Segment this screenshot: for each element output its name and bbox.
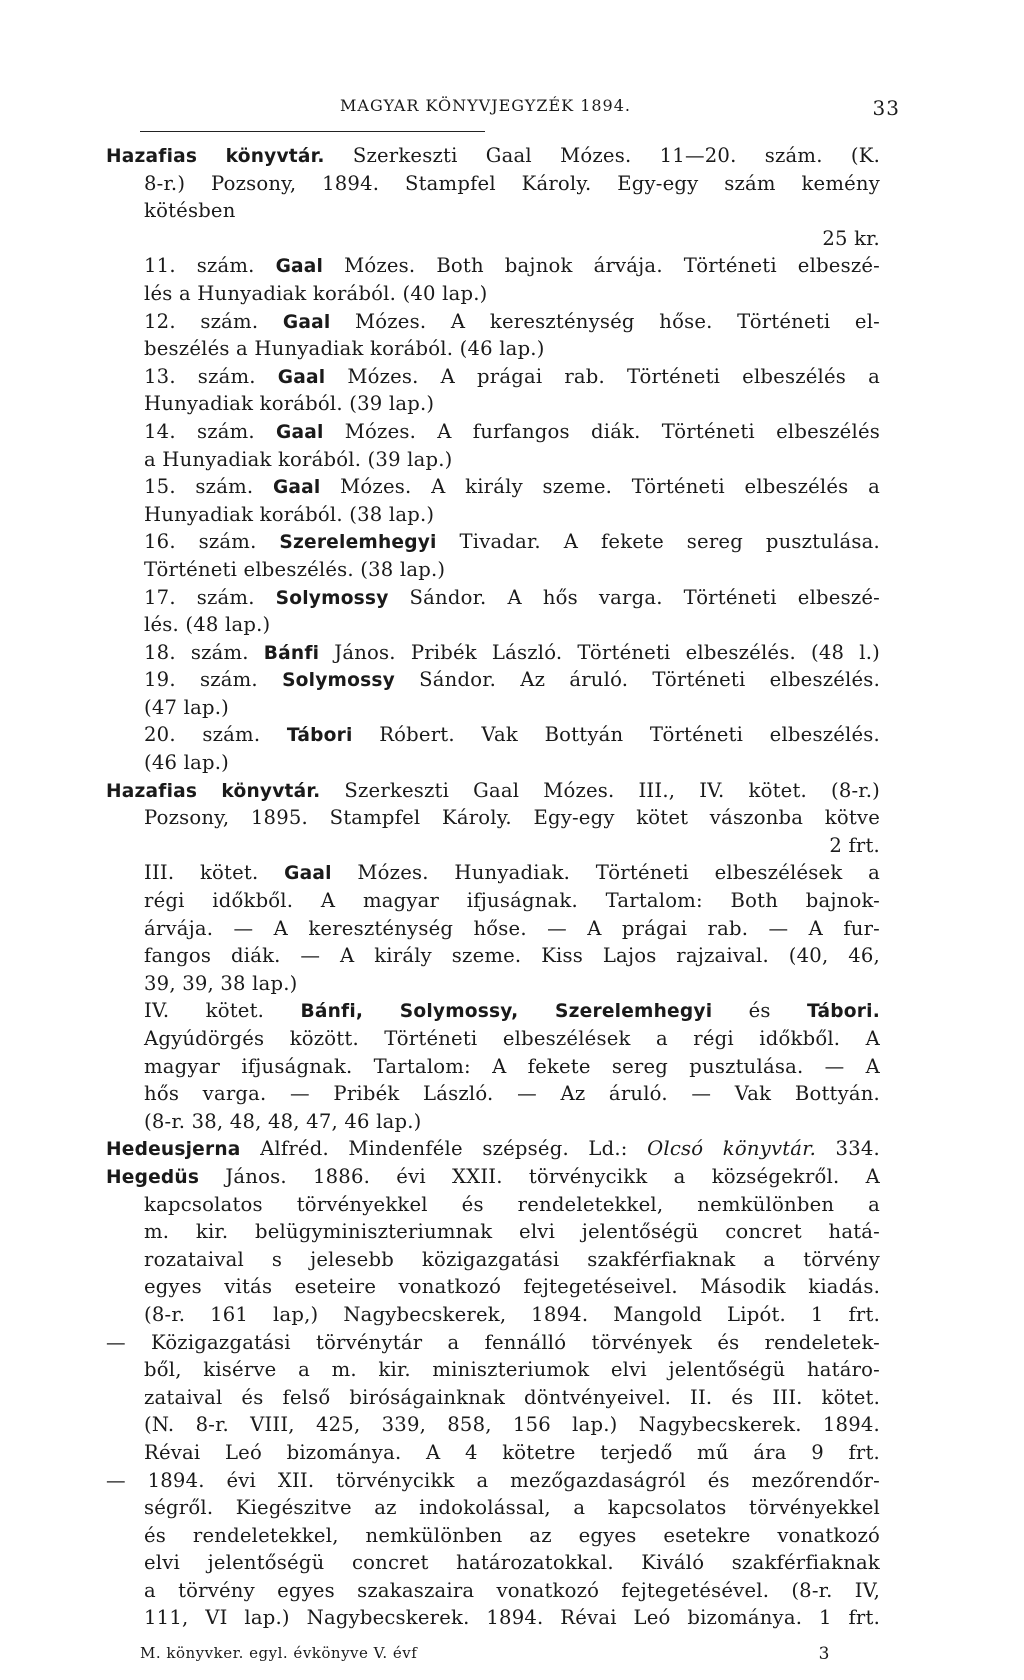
text-line: [106, 887, 880, 915]
text-line: [106, 501, 880, 529]
author-name: Tábori.: [807, 1001, 880, 1023]
text-line: [106, 997, 880, 1025]
text-line: [106, 915, 880, 943]
text-run: 18. szám.: [144, 640, 264, 664]
author-name: Tábori: [286, 725, 353, 747]
text-line: [106, 1356, 880, 1384]
text-run: Mózes. A prágai rab. Történeti elbeszélés a: [325, 364, 880, 388]
text-run: Mózes. Both bajnok árvája. Történeti elbeszé-: [323, 254, 880, 278]
text-line: [106, 694, 880, 722]
text-line: [106, 170, 880, 198]
text-line: [106, 446, 880, 474]
text-line: [106, 721, 880, 749]
text-line: [106, 1577, 880, 1605]
footer-sheet-number: 3: [818, 1644, 830, 1664]
text-line: [106, 252, 880, 280]
text-run: és rendeletekkel, nemkülönben az egyes esetekre vonatkozó: [144, 1523, 880, 1547]
author-name: Solymossy: [275, 587, 389, 609]
text-run: IV. kötet.: [144, 999, 301, 1023]
text-line: [106, 1246, 880, 1274]
text-run: egyes vitás eseteire vonatkozó fejtegetéseivel. Második kiadás.: [144, 1275, 880, 1299]
text-line: [106, 280, 880, 308]
text-line: [106, 363, 880, 391]
text-run: Tivadar. A fekete sereg pusztulása.: [436, 530, 880, 554]
text-line: [106, 418, 880, 446]
text-run: 16. szám.: [144, 530, 280, 554]
text-line: [106, 859, 880, 887]
text-line: [106, 1053, 880, 1081]
text-run: Mózes. Hunyadiak. Történeti elbeszélések a: [331, 861, 880, 885]
text-run: a törvény egyes szakaszaira vonatkozó fejtegetésével. (8-r. IV,: [144, 1578, 880, 1602]
footer-signature: M. könyvker. egyl. évkönyve V. évf: [140, 1644, 418, 1662]
text-run: 39, 39, 38 lap.): [144, 971, 298, 995]
author-name: Bánfi, Solymossy, Szerelemhegyi: [300, 1001, 713, 1023]
text-run: 20. szám.: [144, 723, 287, 747]
text-line: [106, 1522, 880, 1550]
author-name: Hedeusjerna: [106, 1139, 241, 1161]
text-run: Hunyadiak korából. (38 lap.): [144, 502, 435, 526]
text-line: [106, 584, 880, 612]
text-line: [106, 777, 880, 805]
text-line: [106, 1439, 880, 1467]
text-run: 19. szám.: [144, 668, 283, 692]
author-name: Bánfi: [263, 642, 320, 664]
header-rule: [140, 131, 485, 132]
text-line: [106, 804, 880, 832]
text-run: a Hunyadiak korából. (39 lap.): [144, 447, 453, 471]
text-line: [106, 1218, 880, 1246]
text-line: [106, 749, 880, 777]
text-run: 11. szám.: [144, 254, 276, 278]
text-run: árvája. — A kereszténység hőse. — A prágai rab. — A fur-: [144, 916, 880, 940]
text-run: (47 lap.): [144, 695, 229, 719]
text-line: [106, 1108, 880, 1136]
author-name: Hegedüs: [106, 1166, 200, 1188]
text-run: János. 1886. évi XXII. törvénycikk a községekről. A: [199, 1164, 880, 1188]
text-run: rozataival s jelesebb közigazgatási szakférfiaknak a törvény: [144, 1247, 880, 1271]
text-run: ségről. Kiegészitve az indokolással, a kapcsolatos törvényekkel: [144, 1496, 880, 1520]
text-line: [106, 1135, 880, 1163]
author-name: Gaal: [282, 311, 331, 333]
author-name: Gaal: [272, 477, 321, 499]
text-run: 17. szám.: [144, 585, 276, 609]
text-run: 8-r.) Pozsony, 1894. Stampfel Károly. Egy-egy szám kemény: [144, 171, 880, 195]
text-line: [106, 1411, 880, 1439]
text-run: régi időkből. A magyar ifjuságnak. Tartalom: Both bajnok-: [144, 889, 880, 913]
text-line: [106, 970, 880, 998]
text-line: [106, 225, 880, 253]
text-run: Róbert. Vak Bottyán Történeti elbeszélés.: [352, 723, 880, 747]
text-run: Szerkeszti Gaal Mózes. 11—20. szám. (K.: [324, 144, 880, 167]
text-line: [106, 1191, 880, 1219]
text-run: beszélés a Hunyadiak korából. (46 lap.): [144, 337, 545, 361]
text-line: [106, 1494, 880, 1522]
text-run: (8-r. 161 lap,) Nagybecskerek, 1894. Mangold Lipót. 1 frt.: [144, 1302, 880, 1326]
text-run: lés. (48 lap.): [144, 613, 271, 637]
text-run: 13. szám.: [144, 364, 278, 388]
text-line: [106, 335, 880, 363]
text-run: 15. szám.: [144, 475, 273, 499]
text-run: Sándor. Az áruló. Történeti elbeszélés.: [394, 668, 880, 692]
text-run: Mózes. A kereszténység hőse. Történeti el-: [330, 309, 880, 333]
text-run: — 1894. évi XII. törvénycikk a mezőgazdaságról és mezőrendőr-: [106, 1468, 880, 1492]
text-run: zataival és felső biróságainknak döntvényeivel. II. és III. kötet.: [144, 1385, 880, 1409]
text-run: 334.: [816, 1137, 880, 1161]
header-title: MAGYAR KÖNYVJEGYZÉK 1894.: [340, 96, 631, 115]
text-run: János. Pribék László. Történeti elbeszélés. (48 l.): [319, 640, 880, 664]
text-run: 25 kr.: [822, 226, 880, 250]
text-line: [106, 1301, 880, 1329]
text-run: ből, kisérve a m. kir. miniszteriumok elvi jelentőségü határo-: [144, 1358, 880, 1382]
text-run: — Közigazgatási törvénytár a fennálló törvények és rendeletek-: [106, 1330, 880, 1354]
text-run: (8-r. 38, 48, 48, 47, 46 lap.): [144, 1109, 422, 1133]
catalog-entries: [106, 142, 880, 1632]
text-line: [106, 308, 880, 336]
text-line: [106, 390, 880, 418]
author-name: Szerelemhegyi: [279, 532, 437, 554]
text-line: [106, 1329, 880, 1357]
text-run: Sándor. A hős varga. Történeti elbeszé-: [388, 585, 880, 609]
series-title: Olcsó könyvtár.: [647, 1137, 817, 1161]
text-run: lés a Hunyadiak korából. (40 lap.): [144, 281, 488, 305]
text-line: [106, 1273, 880, 1301]
text-run: m. kir. belügyminiszteriumnak elvi jelentőségü concret hatá-: [144, 1220, 880, 1244]
text-line: [106, 611, 880, 639]
text-line: [106, 1025, 880, 1053]
text-line: [106, 1080, 880, 1108]
text-line: [106, 1604, 880, 1632]
text-run: Hunyadiak korából. (39 lap.): [144, 392, 435, 416]
text-run: és: [712, 999, 808, 1023]
author-name: Gaal: [276, 421, 324, 443]
running-header: [140, 96, 900, 124]
text-line: [106, 1163, 880, 1191]
page-footer: [140, 1644, 830, 1668]
text-run: kötésben: [144, 199, 236, 223]
text-line: [106, 1467, 880, 1495]
text-run: 111, VI lap.) Nagybecskerek. 1894. Révai Leó bizománya. 1 frt.: [144, 1606, 880, 1630]
text-run: kapcsolatos törvényekkel és rendeletekkel, nemkülönben a: [144, 1192, 880, 1216]
text-line: [106, 639, 880, 667]
text-line: [106, 942, 880, 970]
text-line: [106, 197, 880, 225]
text-run: Agyúdörgés között. Történeti elbeszélések a régi időkből. A: [144, 1027, 880, 1050]
text-run: Révai Leó bizománya. A 4 kötetre terjedő mű ára 9 frt.: [144, 1440, 880, 1464]
text-run: hős varga. — Pribék László. — Az áruló. — Vak Bottyán.: [144, 1082, 880, 1106]
text-line: [106, 666, 880, 694]
text-run: magyar ifjuságnak. Tartalom: A fekete sereg pusztulása. — A: [144, 1054, 880, 1078]
text-run: Mózes. A király szeme. Történeti elbeszélés a: [320, 475, 880, 499]
text-run: elvi jelentőségü concret határozatokkal. Kiváló szakférfiaknak: [144, 1551, 880, 1575]
text-line: [106, 528, 880, 556]
text-line: [106, 473, 880, 501]
author-name: Gaal: [275, 256, 324, 278]
text-run: III. kötet.: [144, 861, 285, 885]
text-line: [106, 832, 880, 860]
author-name: Gaal: [284, 863, 332, 885]
text-run: (46 lap.): [144, 751, 229, 775]
text-run: Szerkeszti Gaal Mózes. III., IV. kötet. (8-r.): [320, 778, 880, 802]
author-name: Hazafias könyvtár.: [106, 780, 321, 802]
author-name: Hazafias könyvtár.: [106, 146, 325, 167]
text-run: 12. szám.: [144, 309, 283, 333]
author-name: Gaal: [277, 366, 326, 388]
text-run: Pozsony, 1895. Stampfel Károly. Egy-egy kötet vászonba kötve: [144, 806, 880, 830]
text-run: Alfréd. Mindenféle szépség. Ld.:: [240, 1137, 648, 1161]
text-run: fangos diák. — A király szeme. Kiss Lajos rajzaival. (40, 46,: [144, 944, 880, 968]
text-run: 2 frt.: [829, 833, 880, 857]
text-run: Mózes. A furfangos diák. Történeti elbeszélés: [323, 419, 880, 443]
text-run: 14. szám.: [144, 419, 277, 443]
text-line: [106, 142, 880, 170]
text-run: Történeti elbeszélés. (38 lap.): [144, 557, 446, 581]
page-number: 33: [872, 96, 900, 120]
text-run: (N. 8-r. VIII, 425, 339, 858, 156 lap.) Nagybecskerek. 1894.: [144, 1413, 880, 1437]
text-line: [106, 1549, 880, 1577]
text-line: [106, 556, 880, 584]
text-line: [106, 1384, 880, 1412]
author-name: Solymossy: [282, 670, 395, 692]
